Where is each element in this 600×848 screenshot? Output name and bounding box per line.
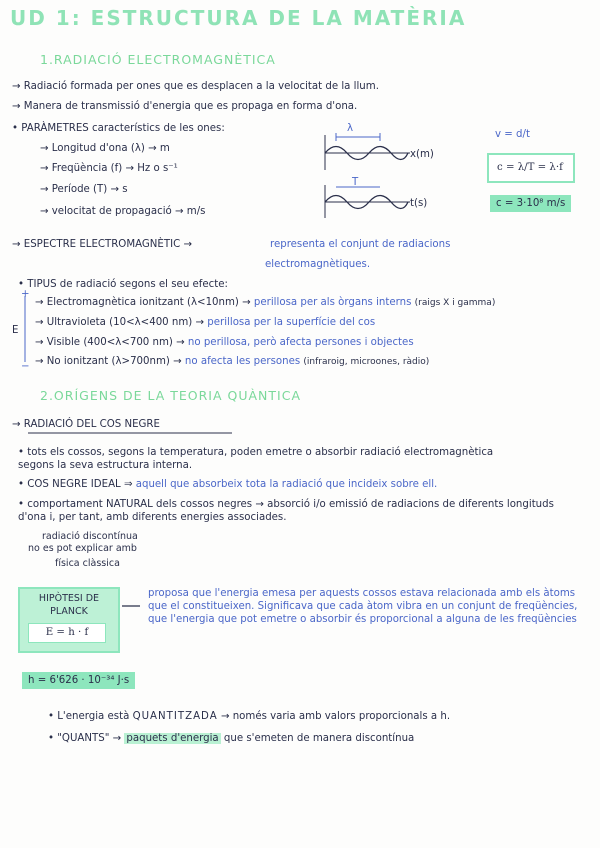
type-effect: no afecta les persones bbox=[184, 356, 301, 367]
ideal-black-body-definition: aquell que absorbeix tota la radiació que incideix sobre ell. bbox=[135, 479, 438, 490]
type-examples: (raigs X i gamma) bbox=[414, 298, 496, 308]
quantized-definition: → només varia amb valors proporcionals a h. bbox=[220, 711, 451, 722]
lambda-label: λ bbox=[347, 123, 354, 134]
type-effect: perillosa per la superfície del cos bbox=[207, 317, 376, 328]
period-label: T bbox=[352, 177, 359, 188]
spectrum-definition: representa el conjunt de radiacions bbox=[270, 239, 451, 250]
type-examples: (infraroig, microones, ràdio) bbox=[303, 357, 430, 367]
spectrum-definition-2: electromagnètiques. bbox=[265, 259, 371, 270]
type-name: → No bbox=[35, 356, 61, 367]
quantized-prefix: • L'energia està bbox=[48, 711, 130, 722]
type-range: (λ>700nm) → bbox=[111, 356, 182, 367]
type-row-ionizing bbox=[35, 296, 495, 310]
type-row-non-ionizing bbox=[35, 355, 429, 369]
type-name: → Electromagnètica bbox=[35, 297, 137, 308]
param-velocity: → velocitat de propagació → m/s bbox=[40, 206, 206, 217]
energy-minus: − bbox=[21, 361, 30, 372]
black-body-bullet-2 bbox=[18, 478, 437, 491]
discontinuous-note-1: radiació discontínua bbox=[42, 531, 138, 542]
type-range: (400<λ<700 nm) → bbox=[83, 337, 185, 348]
c-formula-box bbox=[487, 153, 575, 183]
quantized-energy-line bbox=[48, 710, 450, 723]
planck-hypothesis-box bbox=[18, 587, 120, 653]
types-label: • TIPUS de radiació segons el seu efecte: bbox=[18, 279, 228, 290]
type-range: (10<λ<400 nm) → bbox=[109, 317, 205, 328]
type-effect: perillosa per als òrgans interns bbox=[253, 297, 412, 308]
quanta-term: • "QUANTS" → bbox=[48, 733, 122, 744]
definition-line-1: → Radiació formada per ones que es desplacen a la velocitat de la llum. bbox=[12, 81, 379, 92]
velocity-formula: v = d/t bbox=[495, 129, 530, 140]
type-row-uv bbox=[35, 316, 375, 329]
type-row-visible bbox=[35, 336, 414, 349]
period-wave bbox=[325, 185, 410, 218]
type-range: (λ<10nm) → bbox=[187, 297, 251, 308]
c-formula: c = λ/T = λ·f bbox=[497, 162, 563, 173]
section-2-heading: 2.ORÍGENS DE LA TEORIA QUÀNTICA bbox=[40, 388, 302, 403]
parameters-label: • PARÀMETRES característics de les ones: bbox=[12, 123, 225, 134]
definition-line-2: → Manera de transmissió d'energia que es propaga en forma d'ona. bbox=[12, 101, 358, 112]
type-qualifier: ionitzant bbox=[63, 356, 109, 367]
c-value: c = 3·10⁸ m/s bbox=[490, 195, 571, 212]
planck-constant: h = 6'626 · 10⁻³⁴ J·s bbox=[22, 672, 135, 689]
black-body-heading: → RADIACIÓ DEL COS NEGRE bbox=[12, 419, 160, 430]
x-axis-label: x(m) bbox=[410, 149, 434, 160]
type-name: → Ultravioleta bbox=[35, 317, 106, 328]
type-effect: no perillosa, però afecta persones i objectes bbox=[187, 337, 414, 348]
type-name: → Visible bbox=[35, 337, 81, 348]
quanta-highlight: paquets d'energia bbox=[126, 733, 219, 744]
page-title: UD 1: ESTRUCTURA DE LA MATÈRIA bbox=[10, 6, 467, 30]
discontinuous-note-3: física clàssica bbox=[55, 558, 120, 569]
planck-explanation: proposa que l'energia emesa per aquests cossos estava relacionada amb els àtoms que el constitueixen. Significava que cada àtom vibra en un conjunt de freqüències, que l'energia que pot emetre o absorbir és proporcional a alguna de les freqüències bbox=[148, 588, 578, 625]
section-1-heading: 1.RADIACIÓ ELECTROMAGNÈTICA bbox=[40, 52, 276, 67]
quanta-line bbox=[48, 732, 568, 745]
planck-title: HIPÒTESI DE PLANCK bbox=[38, 593, 100, 617]
energy-label: E bbox=[12, 325, 19, 336]
param-frequency: → Freqüència (f) → Hz o s⁻¹ bbox=[40, 163, 178, 174]
param-period: → Període (T) → s bbox=[40, 184, 128, 195]
black-body-bullet-3: • comportament NATURAL dels cossos negres → absorció i/o emissió de radiacions de diferents longituds d'ona i, per tant, amb diferents energies associades. bbox=[18, 499, 554, 523]
quanta-definition: que s'emeten de manera discontínua bbox=[223, 733, 415, 744]
spectrum-label: → ESPECTRE ELECTROMAGNÈTIC → bbox=[12, 239, 192, 250]
planck-formula: E = h · f bbox=[28, 623, 106, 643]
type-qualifier: ionitzant bbox=[139, 297, 184, 308]
ideal-black-body-term: • COS NEGRE IDEAL ⇒ bbox=[18, 479, 133, 490]
quantized-term: QUANTITZADA bbox=[132, 711, 218, 722]
wavelength-wave bbox=[325, 133, 410, 170]
energy-plus: + bbox=[21, 289, 30, 300]
t-axis-label: t(s) bbox=[410, 198, 428, 209]
discontinuous-note-2: no es pot explicar amb bbox=[28, 543, 137, 554]
param-wavelength: → Longitud d'ona (λ) → m bbox=[40, 143, 170, 154]
black-body-bullet-1: • tots els cossos, segons la temperatura, poden emetre o absorbir radiació electromagnètica segons la seva estructura interna. bbox=[18, 447, 494, 471]
